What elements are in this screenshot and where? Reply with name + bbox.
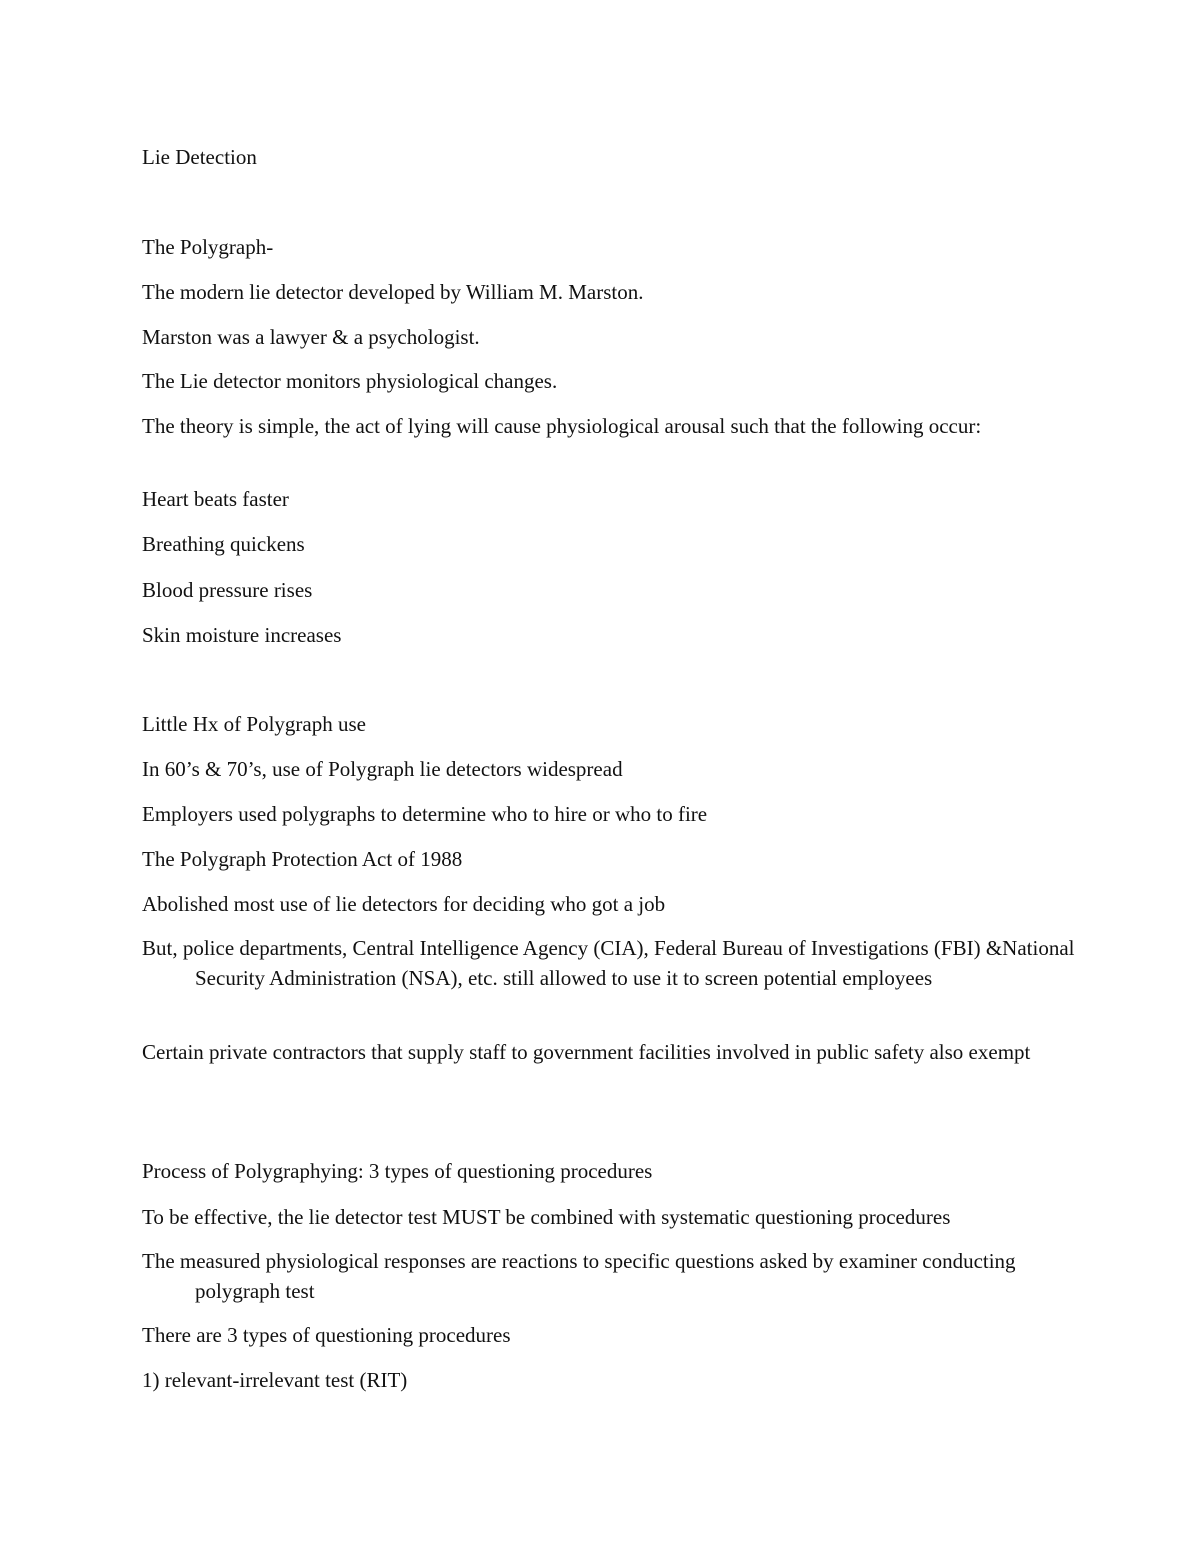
section-heading-polygraph: The Polygraph-: [142, 235, 274, 259]
paragraph: The theory is simple, the act of lying will cause physiological arousal such that the following occur:: [142, 414, 982, 438]
paragraph: Abolished most use of lie detectors for deciding who got a job: [142, 892, 666, 916]
section-heading-process: Process of Polygraphying: 3 types of questioning procedures: [142, 1159, 653, 1183]
paragraph: Employers used polygraphs to determine who to hire or who to fire: [142, 802, 708, 826]
paragraph: To be effective, the lie detector test MUST be combined with systematic questioning procedures: [142, 1205, 951, 1229]
paragraph: There are 3 types of questioning procedures: [142, 1323, 511, 1347]
paragraph: Marston was a lawyer & a psychologist.: [142, 325, 480, 349]
list-item: 1) relevant-irrelevant test (RIT): [142, 1368, 408, 1392]
paragraph: The measured physiological responses are reactions to specific questions asked by examiner conducting polygraph test: [142, 1249, 1016, 1303]
paragraph: In 60’s & 70’s, use of Polygraph lie detectors widespread: [142, 757, 623, 781]
paragraph: The modern lie detector developed by William M. Marston.: [142, 280, 644, 304]
list-item: Skin moisture increases: [142, 623, 342, 647]
section-heading-history: Little Hx of Polygraph use: [142, 712, 366, 736]
paragraph: The Lie detector monitors physiological changes.: [142, 369, 558, 393]
paragraph: Certain private contractors that supply staff to government facilities involved in public safety also exempt: [142, 1040, 1031, 1064]
list-item: Heart beats faster: [142, 487, 289, 511]
paragraph: But, police departments, Central Intelligence Agency (CIA), Federal Bureau of Investigations (FBI) &National Security Administration (NSA), etc. still allowed to use it to screen potential employees: [142, 936, 1075, 990]
list-item: Blood pressure rises: [142, 578, 313, 602]
list-item: Breathing quickens: [142, 532, 305, 556]
document-title: Lie Detection: [142, 145, 257, 169]
paragraph: The Polygraph Protection Act of 1988: [142, 847, 463, 871]
